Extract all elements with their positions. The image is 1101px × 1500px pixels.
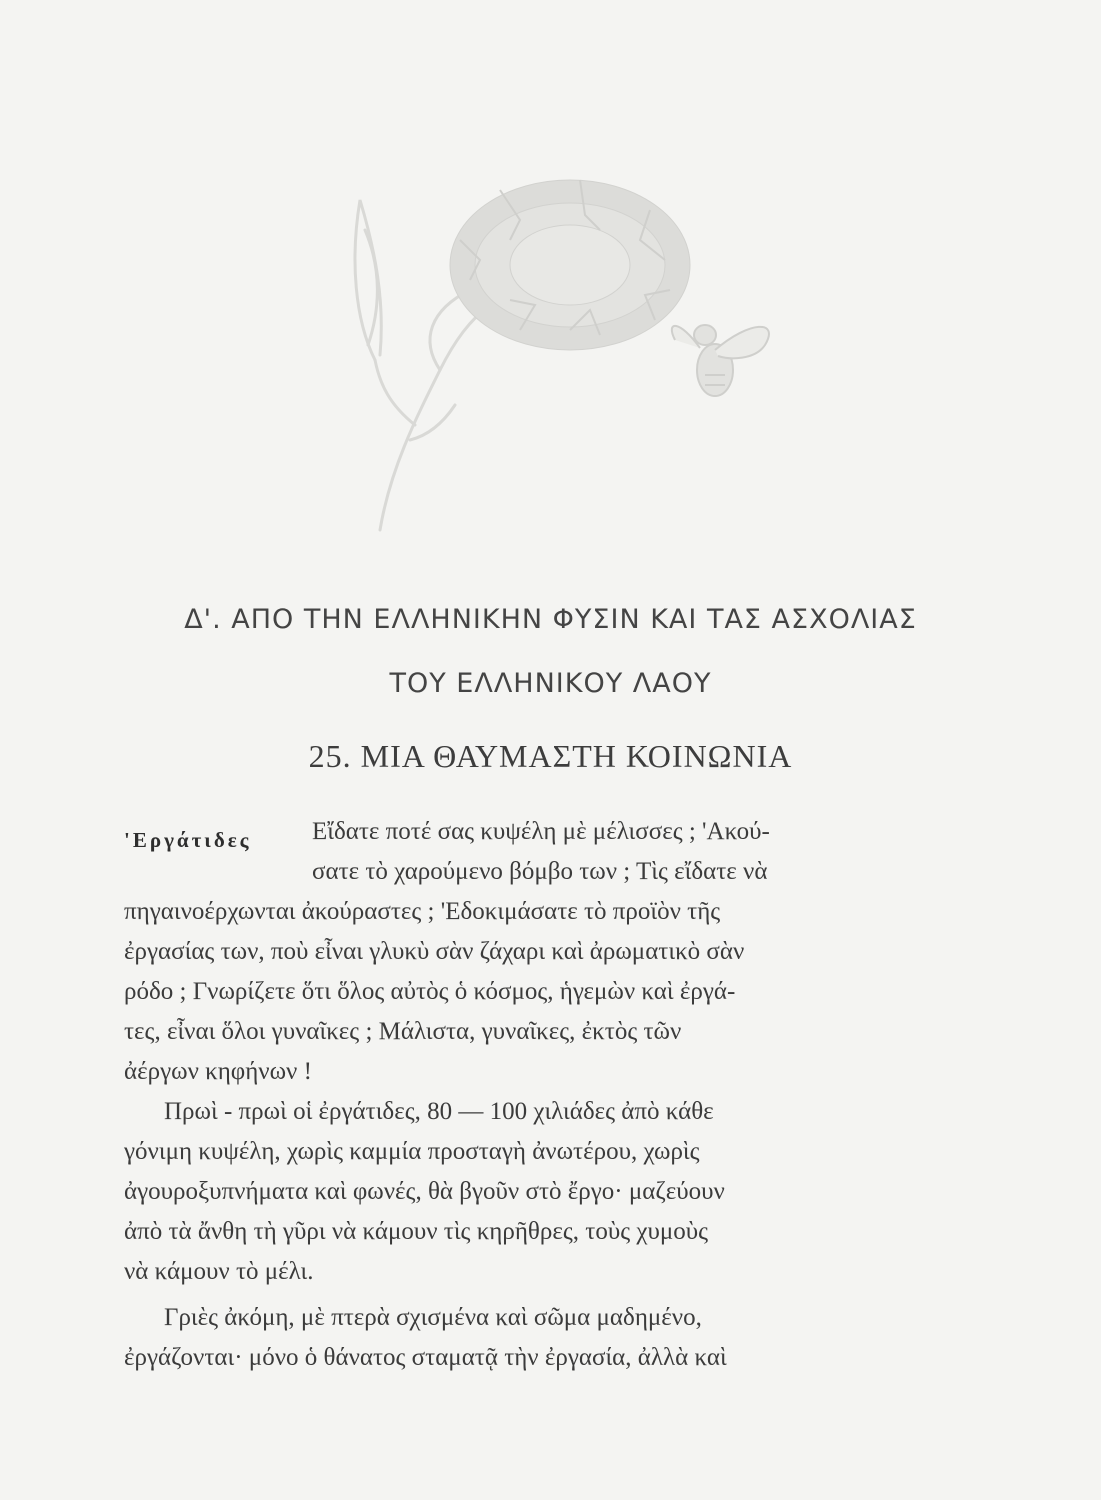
text-line: ἀπὸ τὰ ἄνθη τὴ γῦρι νὰ κάμουν τὶς κηρῆθρες, τοὺς χυμοὺς — [124, 1218, 708, 1245]
text-line: Εἴδατε ποτέ σας κυψέλη μὲ μέλισσες ; 'Ακού- — [312, 818, 770, 845]
section-title-line2: ΤΟΥ ΕΛΛΗΝΙΚΟΥ ΛΑΟΥ — [389, 668, 712, 699]
text-line: ρόδο ; Γνωρίζετε ὅτι ὅλος αὐτὸς ὁ κόσμος, ἡγεμὼν καὶ ἐργά- — [124, 978, 736, 1005]
text-line: τες, εἶναι ὅλοι γυναῖκες ; Μάλιστα, γυναῖκες, ἐκτὸς τῶν — [124, 1018, 682, 1045]
text-line: σατε τὸ χαρούμενο βόμβο των ; Τὶς εἴδατε νὰ — [312, 858, 768, 885]
text-line: ἐργάζονται· μόνο ὁ θάνατος σταματᾷ τὴν ἐργασία, ἀλλὰ καὶ — [124, 1344, 727, 1371]
text-line: γόνιμη κυψέλη, χωρὶς καμμία προσταγὴ ἀνωτέρου, χωρὶς — [124, 1138, 700, 1165]
carnation-bee-illustration — [320, 170, 790, 540]
text-line: Πρωὶ - πρωὶ οἱ ἐργάτιδες, 80 — 100 χιλιάδες ἀπὸ κάθε — [164, 1098, 714, 1125]
section-title-line1: Δ'. ΑΠΟ ΤΗΝ ΕΛΛΗΝΙΚΗΝ ΦΥΣΙΝ ΚΑΙ ΤΑΣ ΑΣΧΟΛΙΑΣ — [184, 604, 917, 635]
text-line: ἀγουροξυπνήματα καὶ φωνές, θὰ βγοῦν στὸ ἔργο· μαζεύουν — [124, 1178, 725, 1205]
side-heading: 'Εργάτιδες — [124, 828, 252, 852]
text-line: πηγαινοέρχωνται ἀκούραστες ; 'Εδοκιμάσατε τὸ προϊὸν τῆς — [124, 898, 721, 925]
chapter-title: 25. ΜΙΑ ΘΑΥΜΑΣΤΗ ΚΟΙΝΩΝΙΑ — [308, 738, 793, 774]
text-line: ἐργασίας των, ποὺ εἶναι γλυκὺ σὰν ζάχαρι καὶ ἀρωματικὸ σὰν — [124, 938, 745, 965]
text-line: Γριὲς ἀκόμη, μὲ πτερὰ σχισμένα καὶ σῶμα μαδημένο, — [164, 1304, 702, 1331]
text-line: νὰ κάμουν τὸ μέλι. — [124, 1258, 314, 1285]
text-line: ἀέργων κηφήνων ! — [124, 1058, 312, 1085]
